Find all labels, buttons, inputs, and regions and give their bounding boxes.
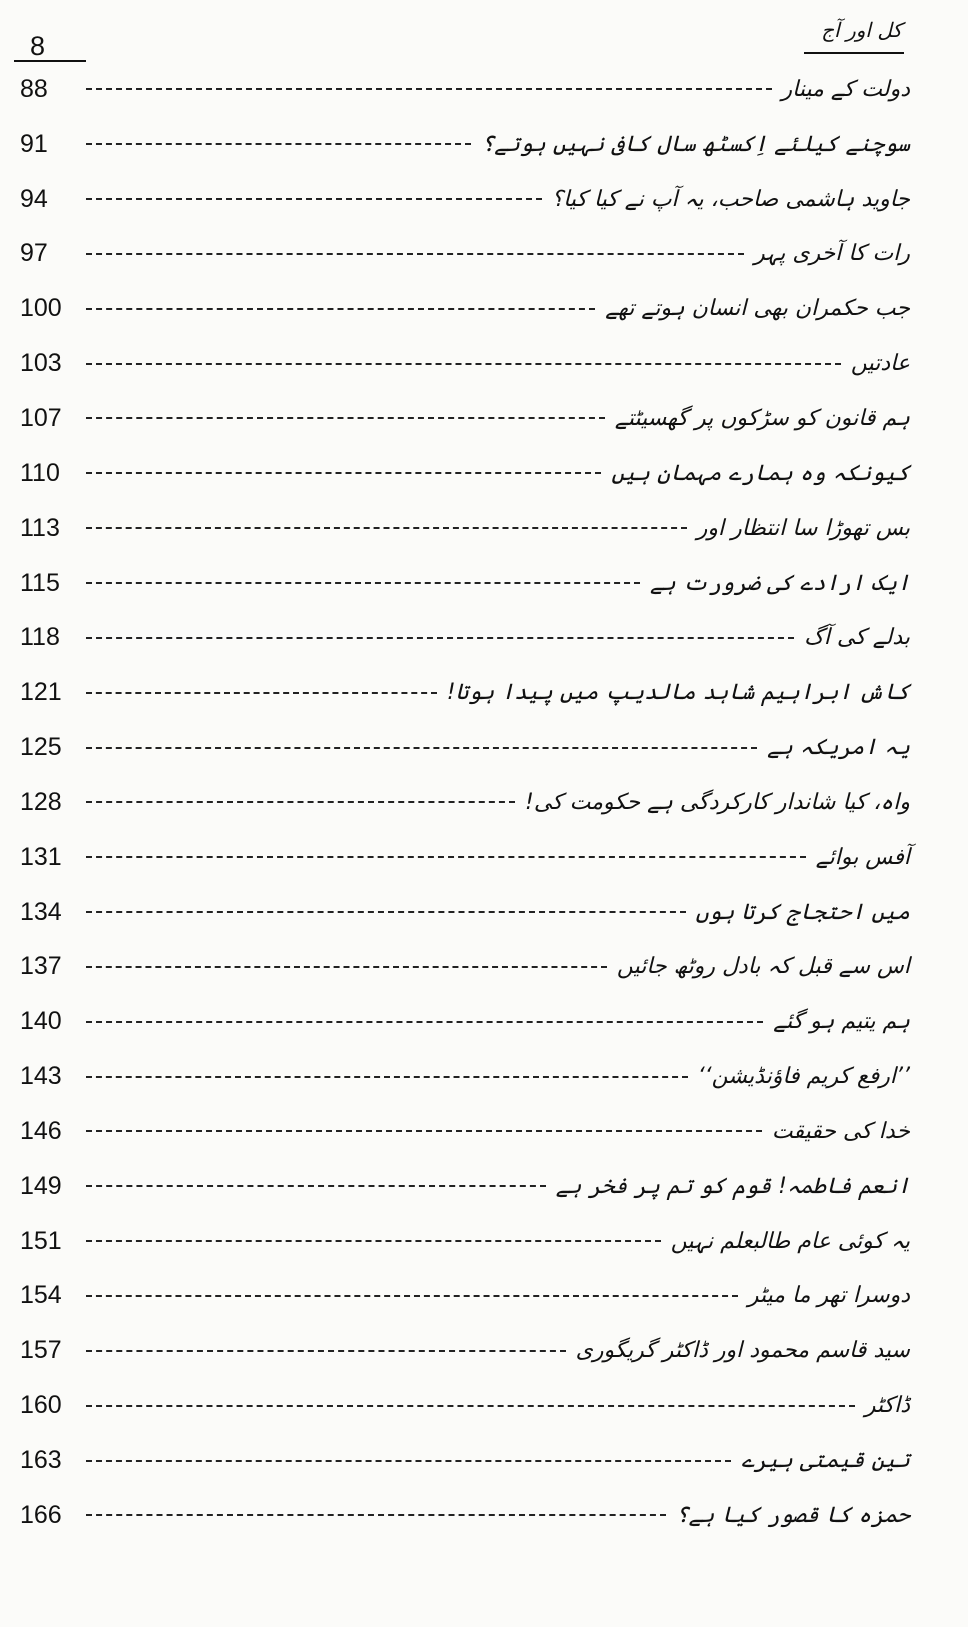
toc-entry: [20, 1378, 910, 1433]
toc-dotted-leader: [86, 1350, 566, 1352]
toc-dotted-leader: [86, 253, 744, 255]
toc-page-number: 157: [20, 1336, 62, 1365]
toc-dotted-leader: [86, 747, 757, 749]
toc-dotted-leader: [86, 308, 595, 310]
toc-page-number: 113: [20, 513, 60, 542]
toc-chapter-title: سوچنے کیلئے اِکسٹھ سال کافی نہیں ہوتے؟: [481, 131, 910, 157]
toc-entry: [20, 885, 910, 940]
toc-entry: [20, 391, 910, 446]
toc-chapter-title: ایک ارادے کی ضرورت ہے: [649, 570, 910, 596]
toc-page-number: 97: [20, 239, 48, 268]
toc-page-number: 103: [20, 349, 62, 378]
toc-entry: [20, 227, 910, 282]
toc-page-number: 118: [20, 623, 60, 652]
toc-dotted-leader: [86, 582, 640, 584]
toc-page-number: 166: [20, 1500, 62, 1529]
toc-entry: [20, 1104, 910, 1159]
toc-chapter-title: کیونکہ وہ ہمارے مہمان ہیں: [611, 460, 910, 486]
toc-entry: [20, 117, 910, 172]
toc-entry: [20, 1433, 910, 1488]
toc-entry: [20, 720, 910, 775]
toc-page-number: 143: [20, 1062, 62, 1091]
table-of-contents: [20, 62, 910, 1543]
toc-dotted-leader: [86, 1240, 661, 1242]
toc-entry: [20, 336, 910, 391]
toc-entry: [20, 1323, 910, 1378]
toc-chapter-title: دوسرا تھر ما میٹر: [747, 1283, 910, 1309]
toc-entry: [20, 665, 910, 720]
toc-entry: [20, 501, 910, 556]
toc-chapter-title: واہ، کیا شاندار کارکردگی ہے حکومت کی!: [525, 789, 910, 815]
toc-dotted-leader: [86, 1295, 738, 1297]
toc-chapter-title: یہ امریکہ ہے: [767, 735, 910, 761]
toc-page-number: 160: [20, 1391, 62, 1420]
toc-dotted-leader: [86, 637, 794, 639]
toc-entry: [20, 610, 910, 665]
page-number: 8: [30, 31, 46, 61]
book-title-underline: [804, 52, 904, 54]
toc-dotted-leader: [86, 1021, 763, 1023]
toc-entry: [20, 281, 910, 336]
toc-dotted-leader: [86, 417, 605, 419]
toc-entry: [20, 1049, 910, 1104]
toc-chapter-title: کاش ابراہیم شاہد مالدیپ میں پیدا ہوتا!: [446, 680, 910, 706]
toc-chapter-title: اس سے قبل کہ بادل روٹھ جائیں: [616, 954, 910, 980]
toc-entry: [20, 172, 910, 227]
toc-chapter-title: تین قیمتی ہیرے: [741, 1448, 910, 1474]
toc-entry: [20, 775, 910, 830]
toc-dotted-leader: [86, 801, 515, 803]
running-book-title: کل اور آج: [821, 18, 902, 42]
toc-chapter-title: انعم فاطمہ! قوم کو تم پر فخر ہے: [555, 1173, 910, 1199]
toc-dotted-leader: [86, 143, 471, 145]
toc-page-number: 94: [20, 184, 48, 213]
toc-entry: [20, 1269, 910, 1324]
toc-chapter-title: جاوید ہاشمی صاحب، یہ آپ نے کیا کیا؟: [551, 186, 910, 212]
toc-chapter-title: عادتیں: [850, 351, 910, 377]
toc-entry: [20, 556, 910, 611]
toc-dotted-leader: [86, 1514, 666, 1516]
toc-chapter-title: رات کا آخری پہر: [754, 241, 910, 267]
toc-chapter-title: جب حکمران بھی انسان ہوتے تھے: [605, 296, 910, 322]
page-header: [0, 10, 968, 70]
toc-dotted-leader: [86, 472, 601, 474]
toc-entry: [20, 62, 910, 117]
toc-chapter-title: یہ کوئی عام طالبعلم نہیں: [670, 1228, 910, 1254]
toc-page-number: 149: [20, 1171, 62, 1200]
toc-chapter-title: سید قاسم محمود اور ڈاکٹر گریگوری: [575, 1338, 910, 1364]
toc-page-number: 131: [20, 842, 62, 871]
toc-chapter-title: ’’ارفع کریم فاؤنڈیشن‘‘: [697, 1064, 910, 1090]
toc-dotted-leader: [86, 527, 687, 529]
toc-entry: [20, 830, 910, 885]
toc-dotted-leader: [86, 1460, 731, 1462]
toc-dotted-leader: [86, 363, 841, 365]
toc-dotted-leader: [86, 88, 772, 90]
toc-page-number: 91: [20, 129, 48, 158]
toc-chapter-title: میں احتجاج کرتا ہوں: [695, 899, 910, 925]
toc-dotted-leader: [86, 856, 806, 858]
toc-page-number: 151: [20, 1226, 62, 1255]
toc-chapter-title: ہم یتیم ہو گئے: [773, 1009, 910, 1035]
toc-entry: [20, 1214, 910, 1269]
toc-page-number: 137: [20, 952, 62, 981]
toc-entry: [20, 940, 910, 995]
toc-entry: [20, 446, 910, 501]
toc-page-number: 125: [20, 733, 62, 762]
toc-page-number: 128: [20, 787, 62, 816]
toc-chapter-title: ہم قانون کو سڑکوں پر گھسیٹتے: [614, 405, 910, 431]
toc-chapter-title: حمزہ کا قصور کیا ہے؟: [675, 1502, 910, 1528]
toc-dotted-leader: [86, 1130, 762, 1132]
toc-page-number: 121: [20, 678, 62, 707]
toc-page-number: 110: [20, 458, 60, 487]
toc-chapter-title: بس تھوڑا سا انتظار اور: [696, 515, 910, 541]
toc-entry: [20, 1488, 910, 1543]
toc-chapter-title: آفس بوائے: [815, 844, 910, 870]
toc-entry: [20, 994, 910, 1049]
toc-dotted-leader: [86, 911, 686, 913]
toc-chapter-title: خدا کی حقیقت: [771, 1118, 910, 1144]
toc-page-number: 88: [20, 74, 48, 103]
toc-page-number: 140: [20, 1007, 62, 1036]
toc-dotted-leader: [86, 1405, 855, 1407]
toc-dotted-leader: [86, 966, 607, 968]
toc-entry: [20, 1159, 910, 1214]
toc-dotted-leader: [86, 198, 542, 200]
toc-chapter-title: دولت کے مینار: [781, 76, 910, 102]
toc-page-number: 163: [20, 1446, 62, 1475]
toc-dotted-leader: [86, 692, 437, 694]
toc-page-number: 154: [20, 1281, 62, 1310]
toc-page-number: 107: [20, 403, 62, 432]
toc-page-number: 100: [20, 294, 62, 323]
toc-page-number: 115: [20, 568, 60, 597]
toc-chapter-title: ڈاکٹر: [864, 1393, 910, 1419]
toc-dotted-leader: [86, 1185, 546, 1187]
toc-dotted-leader: [86, 1076, 688, 1078]
toc-chapter-title: بدلے کی آگ: [804, 625, 910, 651]
toc-page-number: 134: [20, 897, 62, 926]
toc-page-number: 146: [20, 1116, 62, 1145]
